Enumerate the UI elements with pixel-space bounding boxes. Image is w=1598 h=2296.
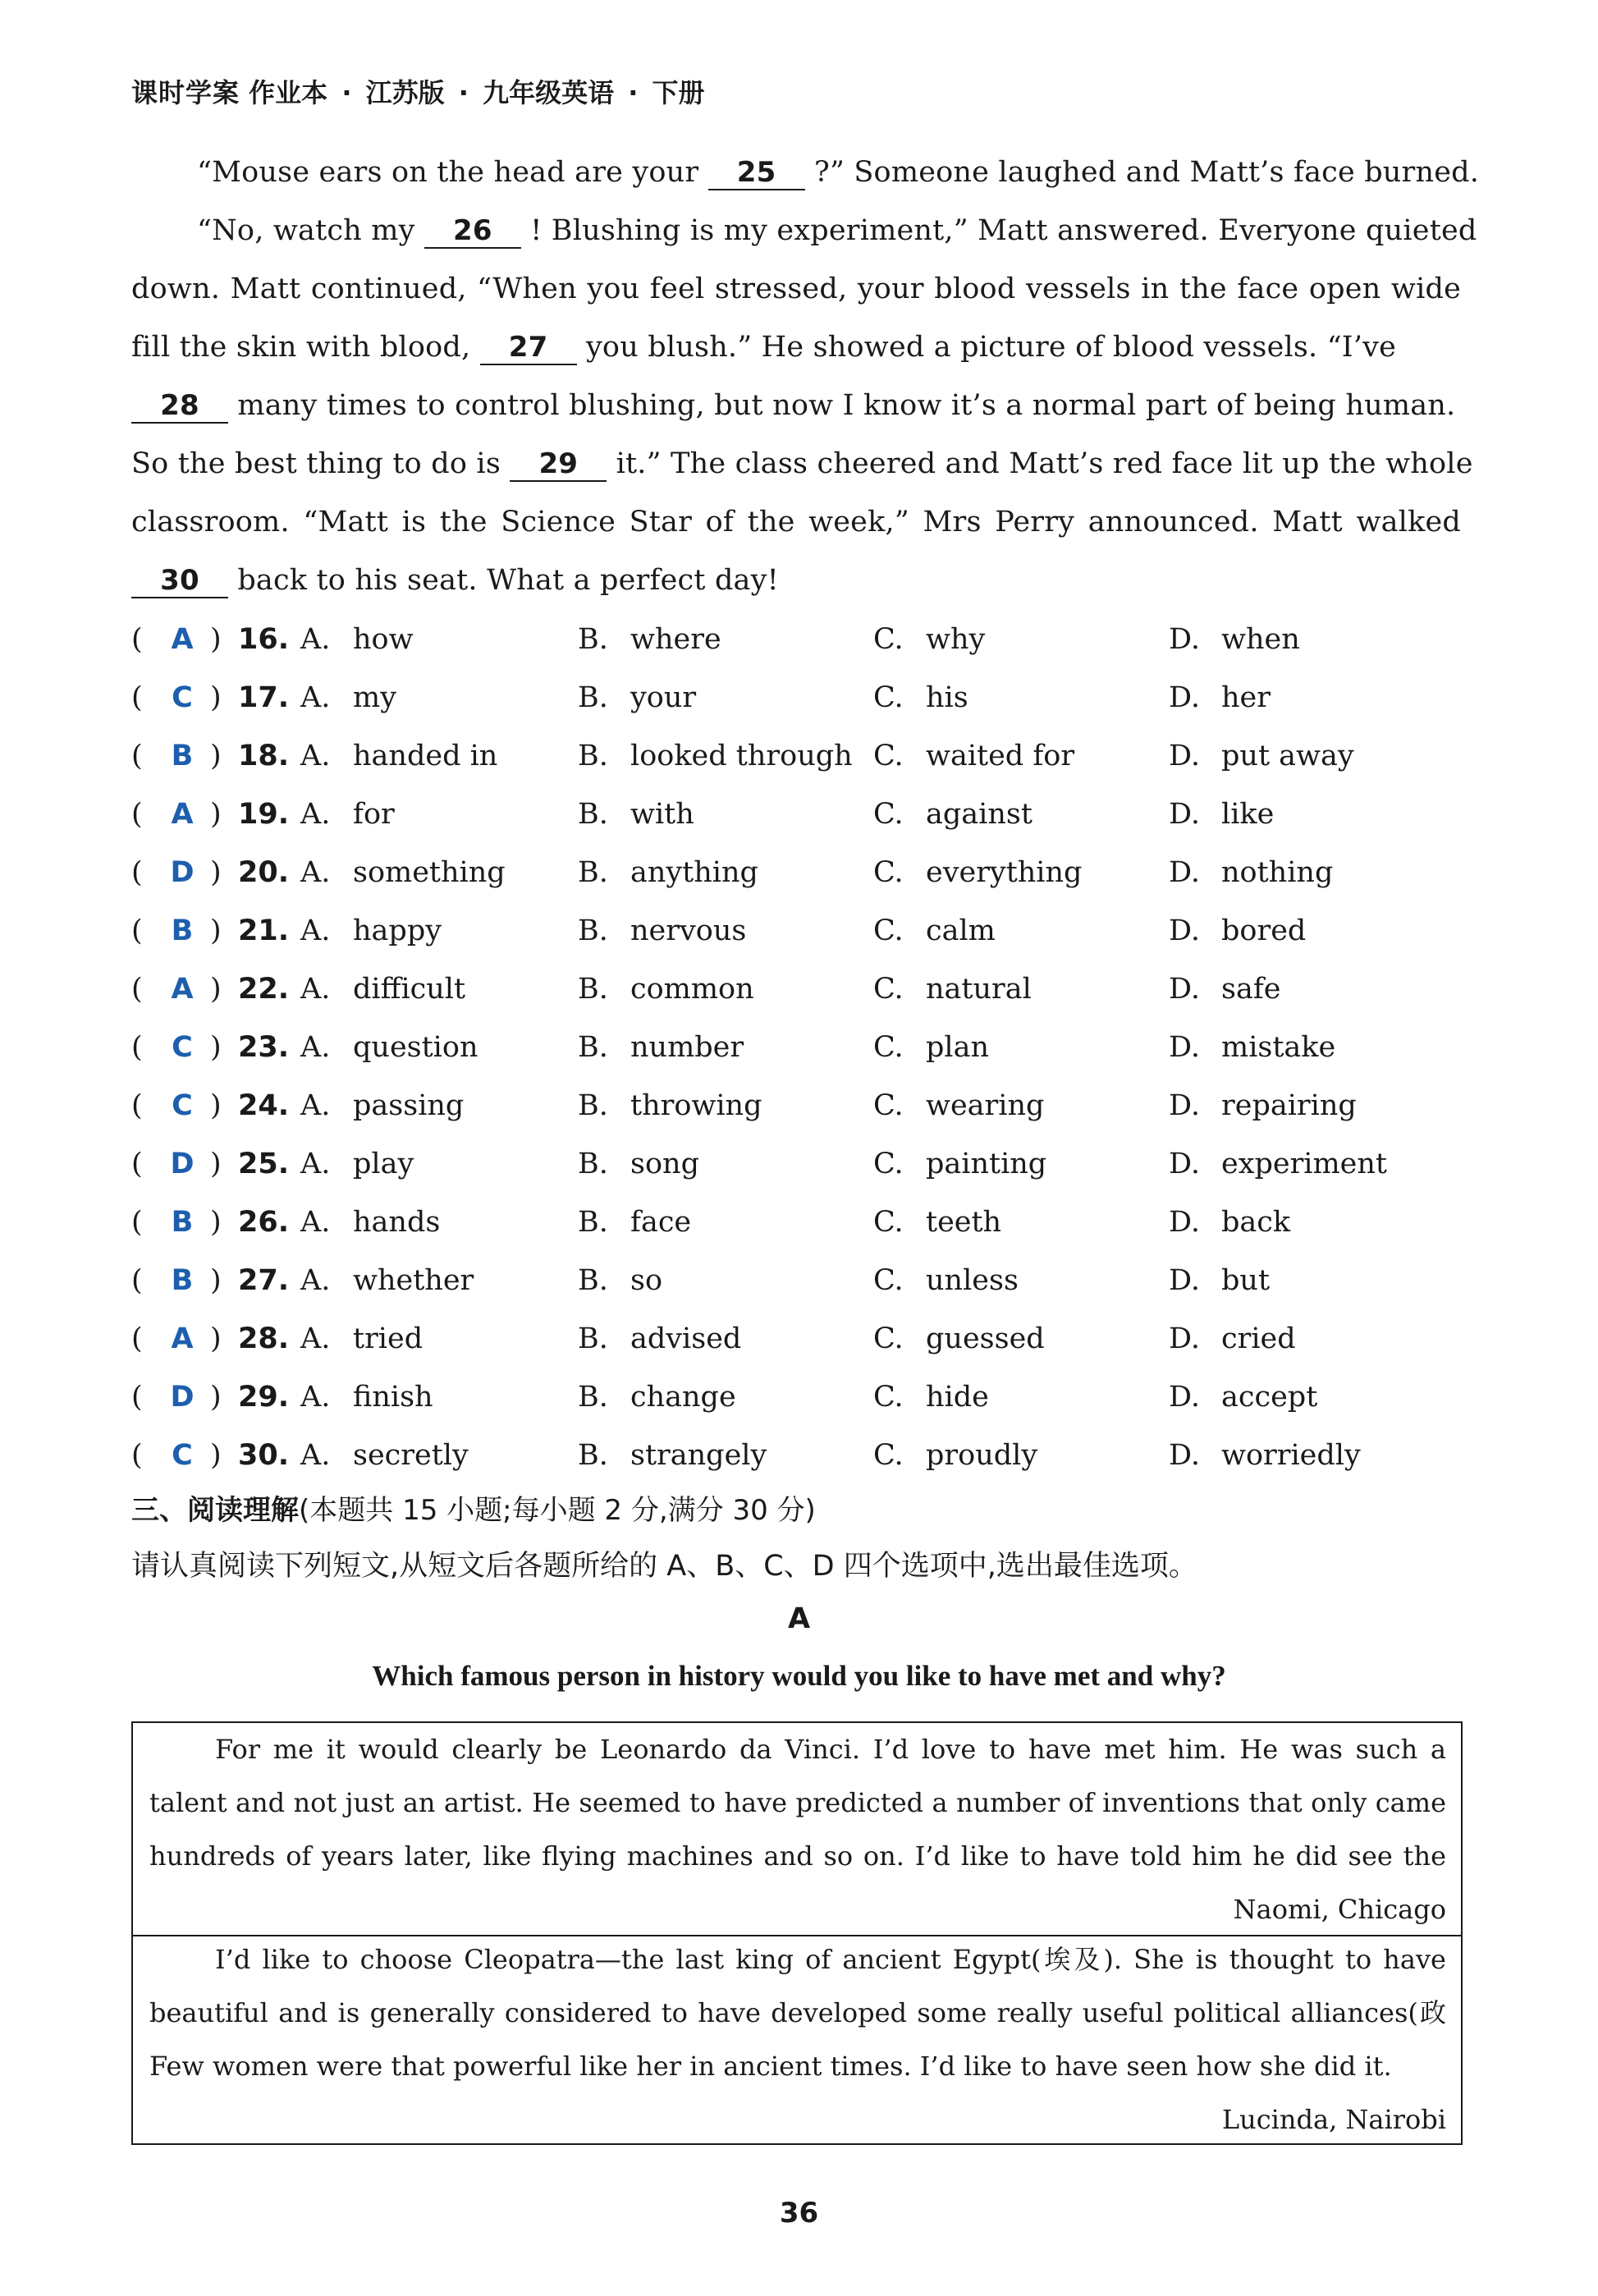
option-text: plan (926, 1031, 990, 1064)
option-letter: D. (1169, 856, 1200, 889)
open-paren: ( (131, 740, 143, 772)
option-text: cried (1221, 1322, 1296, 1355)
entry-line: For me it would clearly be Leonardo da Vinci. I’d love to have met him. He was such a (215, 1734, 1446, 1765)
option-letter: C. (873, 1322, 904, 1355)
option-b (578, 960, 754, 1019)
open-paren: ( (131, 1264, 143, 1297)
answer-letter: B (171, 914, 194, 947)
blank-30: 30 (131, 564, 228, 598)
option-text: painting (926, 1148, 1047, 1180)
answer-letter: C (172, 1089, 193, 1122)
option-a (300, 1077, 464, 1135)
option-text: nervous (630, 914, 747, 947)
open-paren: ( (131, 681, 143, 714)
option-text: throwing (630, 1089, 762, 1122)
option-text: against (926, 798, 1033, 831)
header-edition: 江苏版 (365, 77, 445, 108)
option-text: advised (630, 1322, 742, 1355)
question-number: 22. (238, 973, 290, 1006)
option-b (578, 1368, 736, 1427)
blank-28: 28 (131, 389, 228, 424)
section-heading: 三、阅读理解 (131, 1494, 299, 1527)
question-row (131, 844, 1477, 902)
option-d (1169, 669, 1271, 727)
page-header (131, 72, 705, 110)
option-b (578, 1310, 741, 1368)
reading-question-title: Which famous person in history would you like to have met and why? (372, 1660, 1226, 1692)
option-text: unless (926, 1264, 1019, 1297)
option-d (1169, 786, 1274, 844)
option-letter: D. (1169, 973, 1200, 1006)
option-b (578, 1019, 744, 1077)
option-letter: A. (300, 681, 331, 714)
option-letter: B. (578, 1439, 608, 1472)
section-note: (本题共 15 小题;每小题 2 分,满分 30 分) (299, 1494, 816, 1527)
option-a (300, 1019, 478, 1077)
option-c (873, 1310, 1045, 1368)
passage-line: “Mouse ears on the head are your 25 ?” Someone laughed and Matt’s face burned. (197, 156, 1480, 189)
option-letter: C. (873, 798, 904, 831)
question-number: 30. (238, 1439, 290, 1472)
option-letter: D. (1169, 1206, 1200, 1239)
option-c (873, 611, 985, 669)
answer-letter: A (171, 973, 194, 1006)
option-letter: B. (578, 623, 608, 656)
close-paren: ) (210, 798, 222, 831)
option-a (300, 902, 442, 960)
option-a (300, 786, 395, 844)
option-text: with (630, 798, 694, 831)
answer-letter: B (171, 740, 194, 772)
blank-29: 29 (510, 447, 607, 482)
option-c (873, 1194, 1001, 1252)
answer-letter: D (170, 856, 195, 889)
question-number: 28. (238, 1322, 290, 1355)
option-b (578, 902, 746, 960)
option-letter: B. (578, 740, 608, 772)
header-separator: · (628, 77, 639, 108)
option-text: why (926, 623, 986, 656)
answer-letter: A (171, 1322, 194, 1355)
question-number: 17. (238, 681, 290, 714)
option-text: common (630, 973, 754, 1006)
passage-line: “No, watch my 26 ! Blushing is my experiment,” Matt answered. Everyone quieted (197, 214, 1477, 247)
option-text: my (353, 681, 396, 714)
close-paren: ) (210, 1206, 222, 1239)
option-letter: B. (578, 973, 608, 1006)
close-paren: ) (210, 623, 222, 656)
option-letter: C. (873, 1089, 904, 1122)
option-letter: C. (873, 973, 904, 1006)
close-paren: ) (210, 1439, 222, 1472)
option-c (873, 844, 1082, 902)
passage-line: 28 many times to control blushing, but now I know it’s a normal part of being human. (131, 377, 1461, 435)
option-d (1169, 1368, 1317, 1427)
option-letter: C. (873, 681, 904, 714)
option-letter: B. (578, 681, 608, 714)
option-d (1169, 960, 1281, 1019)
question-number: 27. (238, 1264, 290, 1297)
option-letter: D. (1169, 681, 1200, 714)
option-letter: B. (578, 1206, 608, 1239)
question-number: 19. (238, 798, 290, 831)
question-number: 20. (238, 856, 290, 889)
question-row (131, 1135, 1477, 1194)
open-paren: ( (131, 1439, 143, 1472)
option-letter: B. (578, 1264, 608, 1297)
answer-letter: D (170, 1148, 195, 1180)
header-separator: · (458, 77, 469, 108)
option-letter: C. (873, 914, 904, 947)
option-text: her (1221, 681, 1271, 714)
option-letter: C. (873, 740, 904, 772)
option-a (300, 1310, 423, 1368)
passage-line: 30 back to his seat. What a perfect day! (131, 552, 1461, 610)
option-letter: B. (578, 1322, 608, 1355)
option-text: where (630, 623, 721, 656)
option-a (300, 611, 414, 669)
option-text: difficult (353, 973, 466, 1006)
open-paren: ( (131, 1206, 143, 1239)
option-a (300, 960, 465, 1019)
option-letter: A. (300, 623, 331, 656)
question-row (131, 786, 1477, 844)
header-volume: 下册 (652, 77, 705, 108)
option-c (873, 902, 996, 960)
option-letter: A. (300, 1439, 331, 1472)
option-letter: A. (300, 1322, 331, 1355)
close-paren: ) (210, 1148, 222, 1180)
close-paren: ) (210, 681, 222, 714)
close-paren: ) (210, 1381, 222, 1414)
option-a (300, 727, 497, 786)
answer-entry (149, 1933, 1446, 2147)
option-a (300, 669, 396, 727)
answer-letter: C (172, 681, 193, 714)
passage-line: So the best thing to do is 29 it.” The class cheered and Matt’s red face lit up the whole (131, 447, 1473, 480)
question-row (131, 960, 1477, 1019)
option-letter: D. (1169, 1031, 1200, 1064)
question-row (131, 1077, 1477, 1135)
option-letter: B. (578, 914, 608, 947)
section-title (131, 1487, 816, 1528)
option-text: accept (1221, 1381, 1318, 1414)
option-text: for (353, 798, 395, 831)
option-text: how (353, 623, 414, 656)
option-d (1169, 1194, 1290, 1252)
option-text: mistake (1221, 1031, 1336, 1064)
option-letter: D. (1169, 1439, 1200, 1472)
option-letter: B. (578, 856, 608, 889)
answer-letter: B (171, 1206, 194, 1239)
option-c (873, 727, 1074, 786)
option-letter: A. (300, 798, 331, 831)
close-paren: ) (210, 1031, 222, 1064)
option-text: natural (926, 973, 1032, 1006)
option-text: play (353, 1148, 414, 1180)
open-paren: ( (131, 1148, 143, 1180)
option-text: hide (926, 1381, 989, 1414)
option-d (1169, 902, 1306, 960)
option-letter: D. (1169, 740, 1200, 772)
blank-26: 26 (424, 214, 521, 249)
option-letter: C. (873, 1031, 904, 1064)
option-text: happy (353, 914, 442, 947)
option-text: nothing (1221, 856, 1334, 889)
option-letter: D. (1169, 914, 1200, 947)
header-separator: · (341, 77, 352, 108)
option-b (578, 1077, 762, 1135)
part-label: A (787, 1602, 811, 1635)
question-row (131, 1427, 1477, 1485)
passage-line: down. Matt continued, “When you feel stressed, your blood vessels in the face open wide (131, 273, 1461, 305)
close-paren: ) (210, 1264, 222, 1297)
option-letter: A. (300, 856, 331, 889)
option-text: so (630, 1264, 663, 1297)
option-d (1169, 1077, 1357, 1135)
answers-box (131, 1721, 1463, 2145)
entry-signature: Naomi, Chicago (1233, 1894, 1446, 1925)
entry-line: talent and not just an artist. He seemed to have predicted a number of inventions that only came (149, 1787, 1446, 1818)
question-row (131, 1194, 1477, 1252)
option-c (873, 960, 1032, 1019)
question-row (131, 902, 1477, 960)
open-paren: ( (131, 973, 143, 1006)
option-text: whether (353, 1264, 474, 1297)
option-c (873, 786, 1033, 844)
option-b (578, 1427, 767, 1485)
answer-letter: A (171, 798, 194, 831)
option-text: tried (353, 1322, 424, 1355)
close-paren: ) (210, 1089, 222, 1122)
question-number: 23. (238, 1031, 290, 1064)
header-brand: 课时学案 (131, 77, 240, 108)
option-d (1169, 611, 1300, 669)
question-number: 16. (238, 623, 290, 656)
option-text: handed in (353, 740, 498, 772)
option-d (1169, 1427, 1361, 1485)
question-number: 24. (238, 1089, 290, 1122)
option-b (578, 727, 853, 786)
entry-line: beautiful and is generally considered to have developed some really useful political alliances(政 (149, 1997, 1446, 2028)
option-letter: C. (873, 856, 904, 889)
question-number: 18. (238, 740, 290, 772)
entry-line: hundreds of years later, like flying machines and so on. I’d like to have told him he did see the (149, 1840, 1446, 1872)
option-text: waited for (926, 740, 1075, 772)
header-subject: 九年级英语 (483, 77, 615, 108)
option-a (300, 844, 506, 902)
close-paren: ) (210, 740, 222, 772)
answer-options-list (131, 611, 1477, 1485)
option-b (578, 1135, 699, 1194)
option-text: hands (353, 1206, 441, 1239)
option-letter: A. (300, 1031, 331, 1064)
option-text: worriedly (1221, 1439, 1361, 1472)
question-row (131, 1019, 1477, 1077)
option-text: passing (353, 1089, 465, 1122)
answer-letter: A (171, 623, 194, 656)
option-letter: D. (1169, 1089, 1200, 1122)
option-text: number (630, 1031, 744, 1064)
option-text: safe (1221, 973, 1281, 1006)
option-b (578, 611, 721, 669)
option-text: experiment (1221, 1148, 1388, 1180)
option-letter: A. (300, 740, 331, 772)
question-row (131, 611, 1477, 669)
open-paren: ( (131, 1089, 143, 1122)
open-paren: ( (131, 1031, 143, 1064)
option-a (300, 1135, 414, 1194)
question-row (131, 1252, 1477, 1310)
option-c (873, 1252, 1019, 1310)
option-letter: C. (873, 1148, 904, 1180)
option-letter: C. (873, 1439, 904, 1472)
option-a (300, 1368, 433, 1427)
option-letter: A. (300, 1264, 331, 1297)
close-paren: ) (210, 973, 222, 1006)
question-row (131, 1368, 1477, 1427)
blank-25: 25 (708, 156, 805, 190)
option-letter: C. (873, 1381, 904, 1414)
open-paren: ( (131, 798, 143, 831)
passage-line: fill the skin with blood, 27 you blush.” He showed a picture of blood vessels. “I’ve (131, 331, 1397, 364)
option-letter: B. (578, 1089, 608, 1122)
close-paren: ) (210, 856, 222, 889)
option-text: like (1221, 798, 1275, 831)
option-d (1169, 1310, 1296, 1368)
page-number: 36 (779, 2197, 819, 2230)
close-paren: ) (210, 1322, 222, 1355)
close-paren: ) (210, 914, 222, 947)
question-number: 25. (238, 1148, 290, 1180)
option-a (300, 1194, 440, 1252)
section-instruction: 请认真阅读下列短文,从短文后各题所给的 A、B、C、D 四个选项中,选出最佳选项。 (131, 1550, 1197, 1583)
option-c (873, 669, 968, 727)
option-b (578, 1252, 662, 1310)
option-letter: B. (578, 798, 608, 831)
option-letter: B. (578, 1148, 608, 1180)
option-text: something (353, 856, 506, 889)
option-text: looked through (630, 740, 853, 772)
option-b (578, 1194, 691, 1252)
option-letter: A. (300, 1089, 331, 1122)
blank-27: 27 (480, 331, 577, 365)
option-text: everything (926, 856, 1083, 889)
option-d (1169, 1019, 1335, 1077)
entry-line: I’d like to choose Cleopatra—the last king of ancient Egypt(埃及). She is thought to have (215, 1944, 1446, 1975)
open-paren: ( (131, 1381, 143, 1414)
option-b (578, 844, 758, 902)
option-letter: D. (1169, 798, 1200, 831)
option-letter: A. (300, 1381, 331, 1414)
option-text: but (1221, 1264, 1271, 1297)
answer-letter: B (171, 1264, 194, 1297)
option-text: repairing (1221, 1089, 1357, 1122)
question-row (131, 1310, 1477, 1368)
option-text: wearing (926, 1089, 1045, 1122)
option-letter: A. (300, 973, 331, 1006)
option-letter: D. (1169, 1148, 1200, 1180)
option-text: song (630, 1148, 699, 1180)
header-book: 作业本 (249, 77, 328, 108)
answer-letter: C (172, 1031, 193, 1064)
question-row (131, 669, 1477, 727)
question-row (131, 727, 1477, 786)
option-letter: B. (578, 1381, 608, 1414)
option-text: finish (353, 1381, 433, 1414)
option-letter: B. (578, 1031, 608, 1064)
option-d (1169, 844, 1333, 902)
cloze-passage (131, 144, 1480, 610)
option-text: face (630, 1206, 692, 1239)
open-paren: ( (131, 856, 143, 889)
option-letter: C. (873, 1264, 904, 1297)
answer-letter: D (170, 1381, 195, 1414)
option-d (1169, 1252, 1270, 1310)
option-b (578, 669, 696, 727)
answer-letter: C (172, 1439, 193, 1472)
option-letter: A. (300, 1206, 331, 1239)
option-text: secretly (353, 1439, 469, 1472)
option-d (1169, 1135, 1387, 1194)
option-a (300, 1427, 469, 1485)
option-c (873, 1368, 989, 1427)
option-text: put away (1221, 740, 1354, 772)
question-number: 21. (238, 914, 290, 947)
option-text: change (630, 1381, 736, 1414)
option-letter: D. (1169, 623, 1200, 656)
option-letter: D. (1169, 1381, 1200, 1414)
option-b (578, 786, 694, 844)
option-text: anything (630, 856, 758, 889)
option-text: guessed (926, 1322, 1045, 1355)
option-c (873, 1427, 1037, 1485)
option-text: proudly (926, 1439, 1038, 1472)
option-text: back (1221, 1206, 1291, 1239)
option-letter: D. (1169, 1322, 1200, 1355)
entry-signature: Lucinda, Nairobi (1221, 2104, 1446, 2135)
option-text: his (926, 681, 968, 714)
question-number: 26. (238, 1206, 290, 1239)
option-c (873, 1135, 1046, 1194)
option-letter: D. (1169, 1264, 1200, 1297)
answer-entry (149, 1723, 1446, 1936)
option-text: your (630, 681, 697, 714)
option-c (873, 1077, 1044, 1135)
option-d (1169, 727, 1354, 786)
question-number: 29. (238, 1381, 290, 1414)
option-text: calm (926, 914, 996, 947)
entry-line: Few women were that powerful like her in ancient times. I’d like to have seen how she did it. (149, 2051, 1392, 2082)
option-text: when (1221, 623, 1300, 656)
passage-line: classroom. “Matt is the Science Star of the week,” Mrs Perry announced. Matt walked (131, 506, 1461, 538)
option-text: bored (1221, 914, 1307, 947)
option-text: strangely (630, 1439, 767, 1472)
option-a (300, 1252, 474, 1310)
option-letter: C. (873, 623, 904, 656)
open-paren: ( (131, 914, 143, 947)
option-text: teeth (926, 1206, 1002, 1239)
open-paren: ( (131, 1322, 143, 1355)
option-text: question (353, 1031, 478, 1064)
option-letter: A. (300, 1148, 331, 1180)
option-letter: A. (300, 914, 331, 947)
option-c (873, 1019, 989, 1077)
open-paren: ( (131, 623, 143, 656)
option-letter: C. (873, 1206, 904, 1239)
